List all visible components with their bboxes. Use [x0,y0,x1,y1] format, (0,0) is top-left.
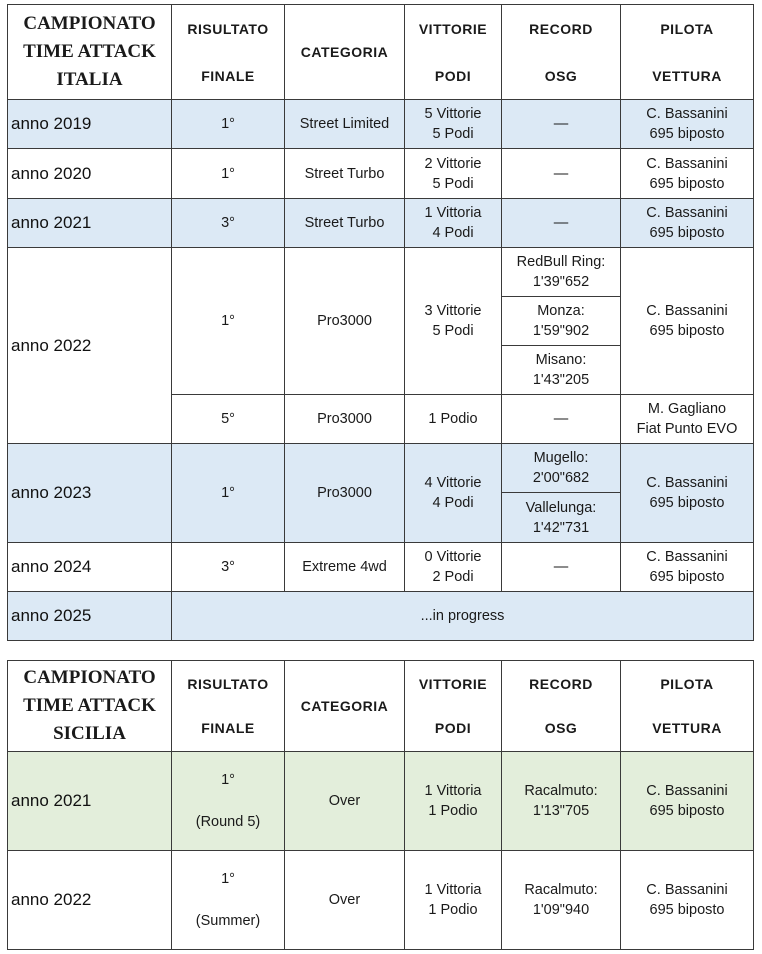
in-progress-cell: ...in progress [172,592,754,641]
record-cell [502,444,621,493]
table-header-row [8,5,754,100]
category-cell: Over [285,851,405,950]
record-cell: — [502,395,621,444]
driver-text: C. Bassanini [646,549,728,565]
track-text: Vallelunga: [525,499,597,516]
table-row [8,100,754,149]
track-text: Monza: [537,303,585,319]
track-text: Racalmuto: [524,783,598,799]
round-text: (Summer) [195,913,261,929]
record-cell: — [502,100,621,149]
driver-text: C. Bassanini [646,106,728,122]
category-cell: Extreme 4wd [285,543,405,592]
header-label: VETTURA [652,67,722,84]
table-row [8,752,754,851]
header-label: PODI [434,67,472,84]
driver-car-cell [621,851,754,950]
driver-text: C. Bassanini [646,475,728,491]
table-row [8,149,754,199]
result-cell: 1° [172,248,285,395]
result-cell: 1° [172,149,285,199]
year-cell: anno 2021 [8,752,172,851]
wins-text: 0 Vittorie [424,549,482,565]
car-text: 695 biposto [649,225,725,241]
wins-text: 3 Vittorie [424,303,482,319]
header-categoria: CATEGORIA [285,5,405,100]
podiums-text: 2 Podi [432,569,474,585]
driver-car-cell [621,395,754,444]
driver-text: C. Bassanini [646,303,728,319]
driver-text: M. Gagliano [647,401,727,417]
wins-text: 1 Vittoria [424,783,482,799]
header-label: FINALE [201,67,255,84]
table-row [8,592,754,641]
header-risultato [172,661,285,752]
laptime-text: 1'13"705 [532,803,590,819]
year-cell: anno 2022 [8,851,172,950]
result-cell: 3° [172,543,285,592]
championship-title-cell [8,5,172,100]
wins-podiums-cell [405,752,502,851]
year-cell: anno 2025 [8,592,172,641]
car-text: 695 biposto [649,126,725,142]
record-cell: — [502,149,621,199]
table-row [8,444,754,493]
podiums-text: 5 Podi [432,126,474,142]
category-cell: Street Limited [285,100,405,149]
title-line: ITALIA [56,69,123,90]
wins-podiums-cell [405,444,502,543]
header-label: FINALE [201,720,255,736]
header-vittorie [405,5,502,100]
car-text: 695 biposto [649,569,725,585]
wins-podiums-cell [405,851,502,950]
category-cell: Over [285,752,405,851]
wins-podiums-cell [405,149,502,199]
year-cell: anno 2023 [8,444,172,543]
laptime-text: 2'00"682 [532,470,590,486]
result-cell: 1° [172,444,285,543]
car-text: 695 biposto [649,495,725,511]
laptime-text: 1'59"902 [532,323,590,339]
wins-text: 1 Vittoria [424,205,482,221]
driver-car-cell [621,149,754,199]
record-cell: — [502,199,621,248]
category-cell: Pro3000 [285,248,405,395]
sicilia-championship-table [7,660,754,950]
table-row [8,248,754,297]
year-cell: anno 2019 [8,100,172,149]
result-cell: 5° [172,395,285,444]
laptime-text: 1'43"205 [532,372,590,388]
podiums-text: 4 Podi [432,225,474,241]
driver-text: C. Bassanini [646,155,728,172]
podiums-text: 1 Podio [428,902,478,918]
record-cell [502,851,621,950]
header-record [502,5,621,100]
header-label: OSG [544,720,578,736]
car-text: 695 biposto [649,175,725,192]
header-label: PILOTA [660,20,714,37]
wins-podiums-cell: 1 Podio [405,395,502,444]
category-cell: Street Turbo [285,149,405,199]
header-record [502,661,621,752]
header-label: OSG [544,67,578,84]
championship-title-cell [8,661,172,752]
laptime-text: 1'09"940 [532,902,590,918]
track-text: Racalmuto: [524,882,598,898]
header-label: PODI [434,720,472,736]
wins-text: 5 Vittorie [424,106,482,122]
wins-text: 4 Vittorie [424,475,482,491]
driver-text: C. Bassanini [646,783,728,799]
driver-car-cell [621,248,754,395]
driver-text: C. Bassanini [646,882,728,898]
result-cell: 1° [172,100,285,149]
record-cell [502,493,621,543]
wins-text: 1 Vittoria [424,882,482,898]
title-line: TIME ATTACK [23,41,156,62]
record-cell [502,297,621,346]
header-label: RISULTATO [187,20,269,37]
wins-podiums-cell [405,100,502,149]
header-label: VETTURA [652,720,722,736]
podiums-text: 1 Podio [428,803,478,819]
header-label: VITTORIE [418,676,488,692]
result-cell [172,752,285,851]
driver-car-cell [621,752,754,851]
wins-text: 2 Vittorie [424,155,482,172]
record-cell [502,752,621,851]
category-cell: Pro3000 [285,395,405,444]
driver-text: C. Bassanini [646,205,728,221]
podiums-text: 5 Podi [432,175,474,192]
result-cell: 3° [172,199,285,248]
driver-car-cell [621,199,754,248]
year-cell: anno 2024 [8,543,172,592]
podiums-text: 5 Podi [432,323,474,339]
position-text: 1° [221,871,235,887]
driver-car-cell [621,543,754,592]
wins-podiums-cell [405,199,502,248]
driver-car-cell [621,100,754,149]
wins-podiums-cell [405,248,502,395]
header-label: RECORD [529,20,593,37]
track-text: Mugello: [533,450,589,466]
driver-car-cell [621,444,754,543]
header-vittorie [405,661,502,752]
wins-podiums-cell [405,543,502,592]
car-text: 695 biposto [649,323,725,339]
track-text: RedBull Ring: [516,254,606,270]
laptime-text: 1'42"731 [532,519,590,536]
header-label: PILOTA [660,676,714,692]
laptime-text: 1'39"652 [532,274,590,290]
car-text: 695 biposto [649,902,725,918]
car-text: 695 biposto [649,803,725,819]
header-pilota [621,5,754,100]
table-row [8,199,754,248]
title-line: CAMPIONATO [23,13,156,34]
table-row [8,851,754,950]
record-cell: — [502,543,621,592]
italia-championship-table [7,4,754,641]
table-row [8,543,754,592]
year-cell: anno 2022 [8,248,172,444]
title-line: TIME ATTACK [23,695,156,716]
record-cell [502,346,621,395]
record-cell [502,248,621,297]
header-label: VITTORIE [418,20,488,37]
podiums-text: 4 Podi [432,495,474,511]
car-text: Fiat Punto EVO [636,421,738,437]
year-cell: anno 2021 [8,199,172,248]
header-label: RECORD [529,676,593,692]
year-cell: anno 2020 [8,149,172,199]
header-risultato [172,5,285,100]
position-text: 1° [221,772,235,788]
header-pilota [621,661,754,752]
header-label: RISULTATO [187,676,269,692]
track-text: Misano: [535,352,587,368]
title-line: CAMPIONATO [23,667,156,688]
result-cell [172,851,285,950]
title-line: SICILIA [53,723,126,744]
category-cell: Pro3000 [285,444,405,543]
round-text: (Round 5) [195,814,261,830]
header-categoria: CATEGORIA [285,661,405,752]
category-cell: Street Turbo [285,199,405,248]
table-header-row [8,661,754,752]
